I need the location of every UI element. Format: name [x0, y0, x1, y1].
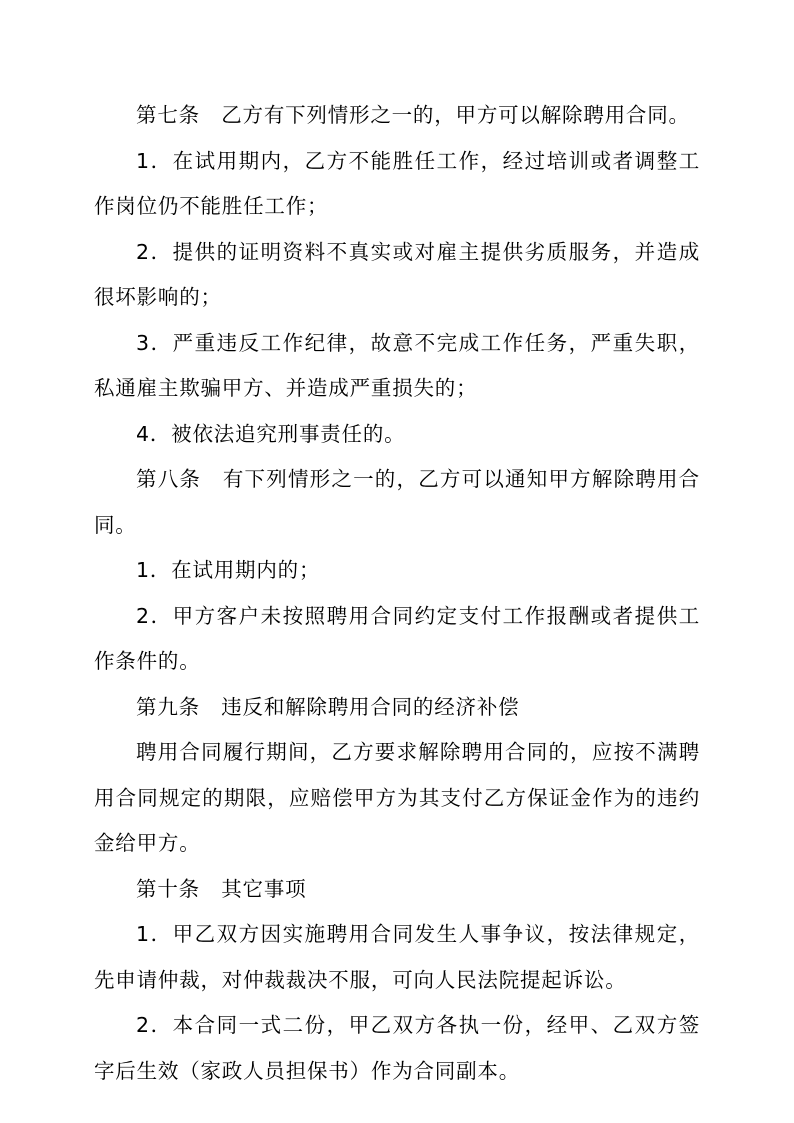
article-8-heading: 第八条 有下列情形之一的，乙方可以通知甲方解除聘用合同。 [94, 467, 700, 537]
article-7-item-2: 2．提供的证明资料不真实或对雇主提供劣质服务，并造成很坏影响的； [94, 239, 700, 309]
article-9-heading: 第九条 违反和解除聘用合同的经济补偿 [136, 694, 520, 719]
article-10-heading: 第十条 其它事项 [136, 876, 307, 901]
article-7-heading: 第七条 乙方有下列情形之一的，甲方可以解除聘用合同。 [136, 103, 690, 127]
article-10-item-2: 2．本合同一式二份，甲乙双方各执一份，经甲、乙双方签字后生效（家政人员担保书）作为合同副本。 [94, 1013, 700, 1083]
article-7-item-4: 4．被依法追究刑事责任的。 [136, 421, 406, 446]
article-7-item-3: 3．严重违反工作纪律，故意不完成工作任务，严重失职，私通雇主欺骗甲方、并造成严重损失的； [94, 330, 700, 400]
article-9-body: 聘用合同履行期间，乙方要求解除聘用合同的，应按不满聘用合同规定的期限，应赔偿甲方为其支付乙方保证金作为的违约金给甲方。 [94, 740, 700, 855]
article-10-item-1: 1．甲乙双方因实施聘用合同发生人事争议，按法律规定，先申请仲裁，对仲裁裁决不服，可向人民法院提起诉讼。 [94, 922, 700, 992]
document-body [94, 93, 700, 1094]
article-8-item-1: 1．在试用期内的； [136, 558, 321, 582]
article-7-item-1: 1．在试用期内，乙方不能胜任工作，经过培训或者调整工作岗位仍不能胜任工作； [94, 148, 700, 218]
article-8-item-2: 2．甲方客户未按照聘用合同约定支付工作报酬或者提供工作条件的。 [94, 603, 700, 673]
